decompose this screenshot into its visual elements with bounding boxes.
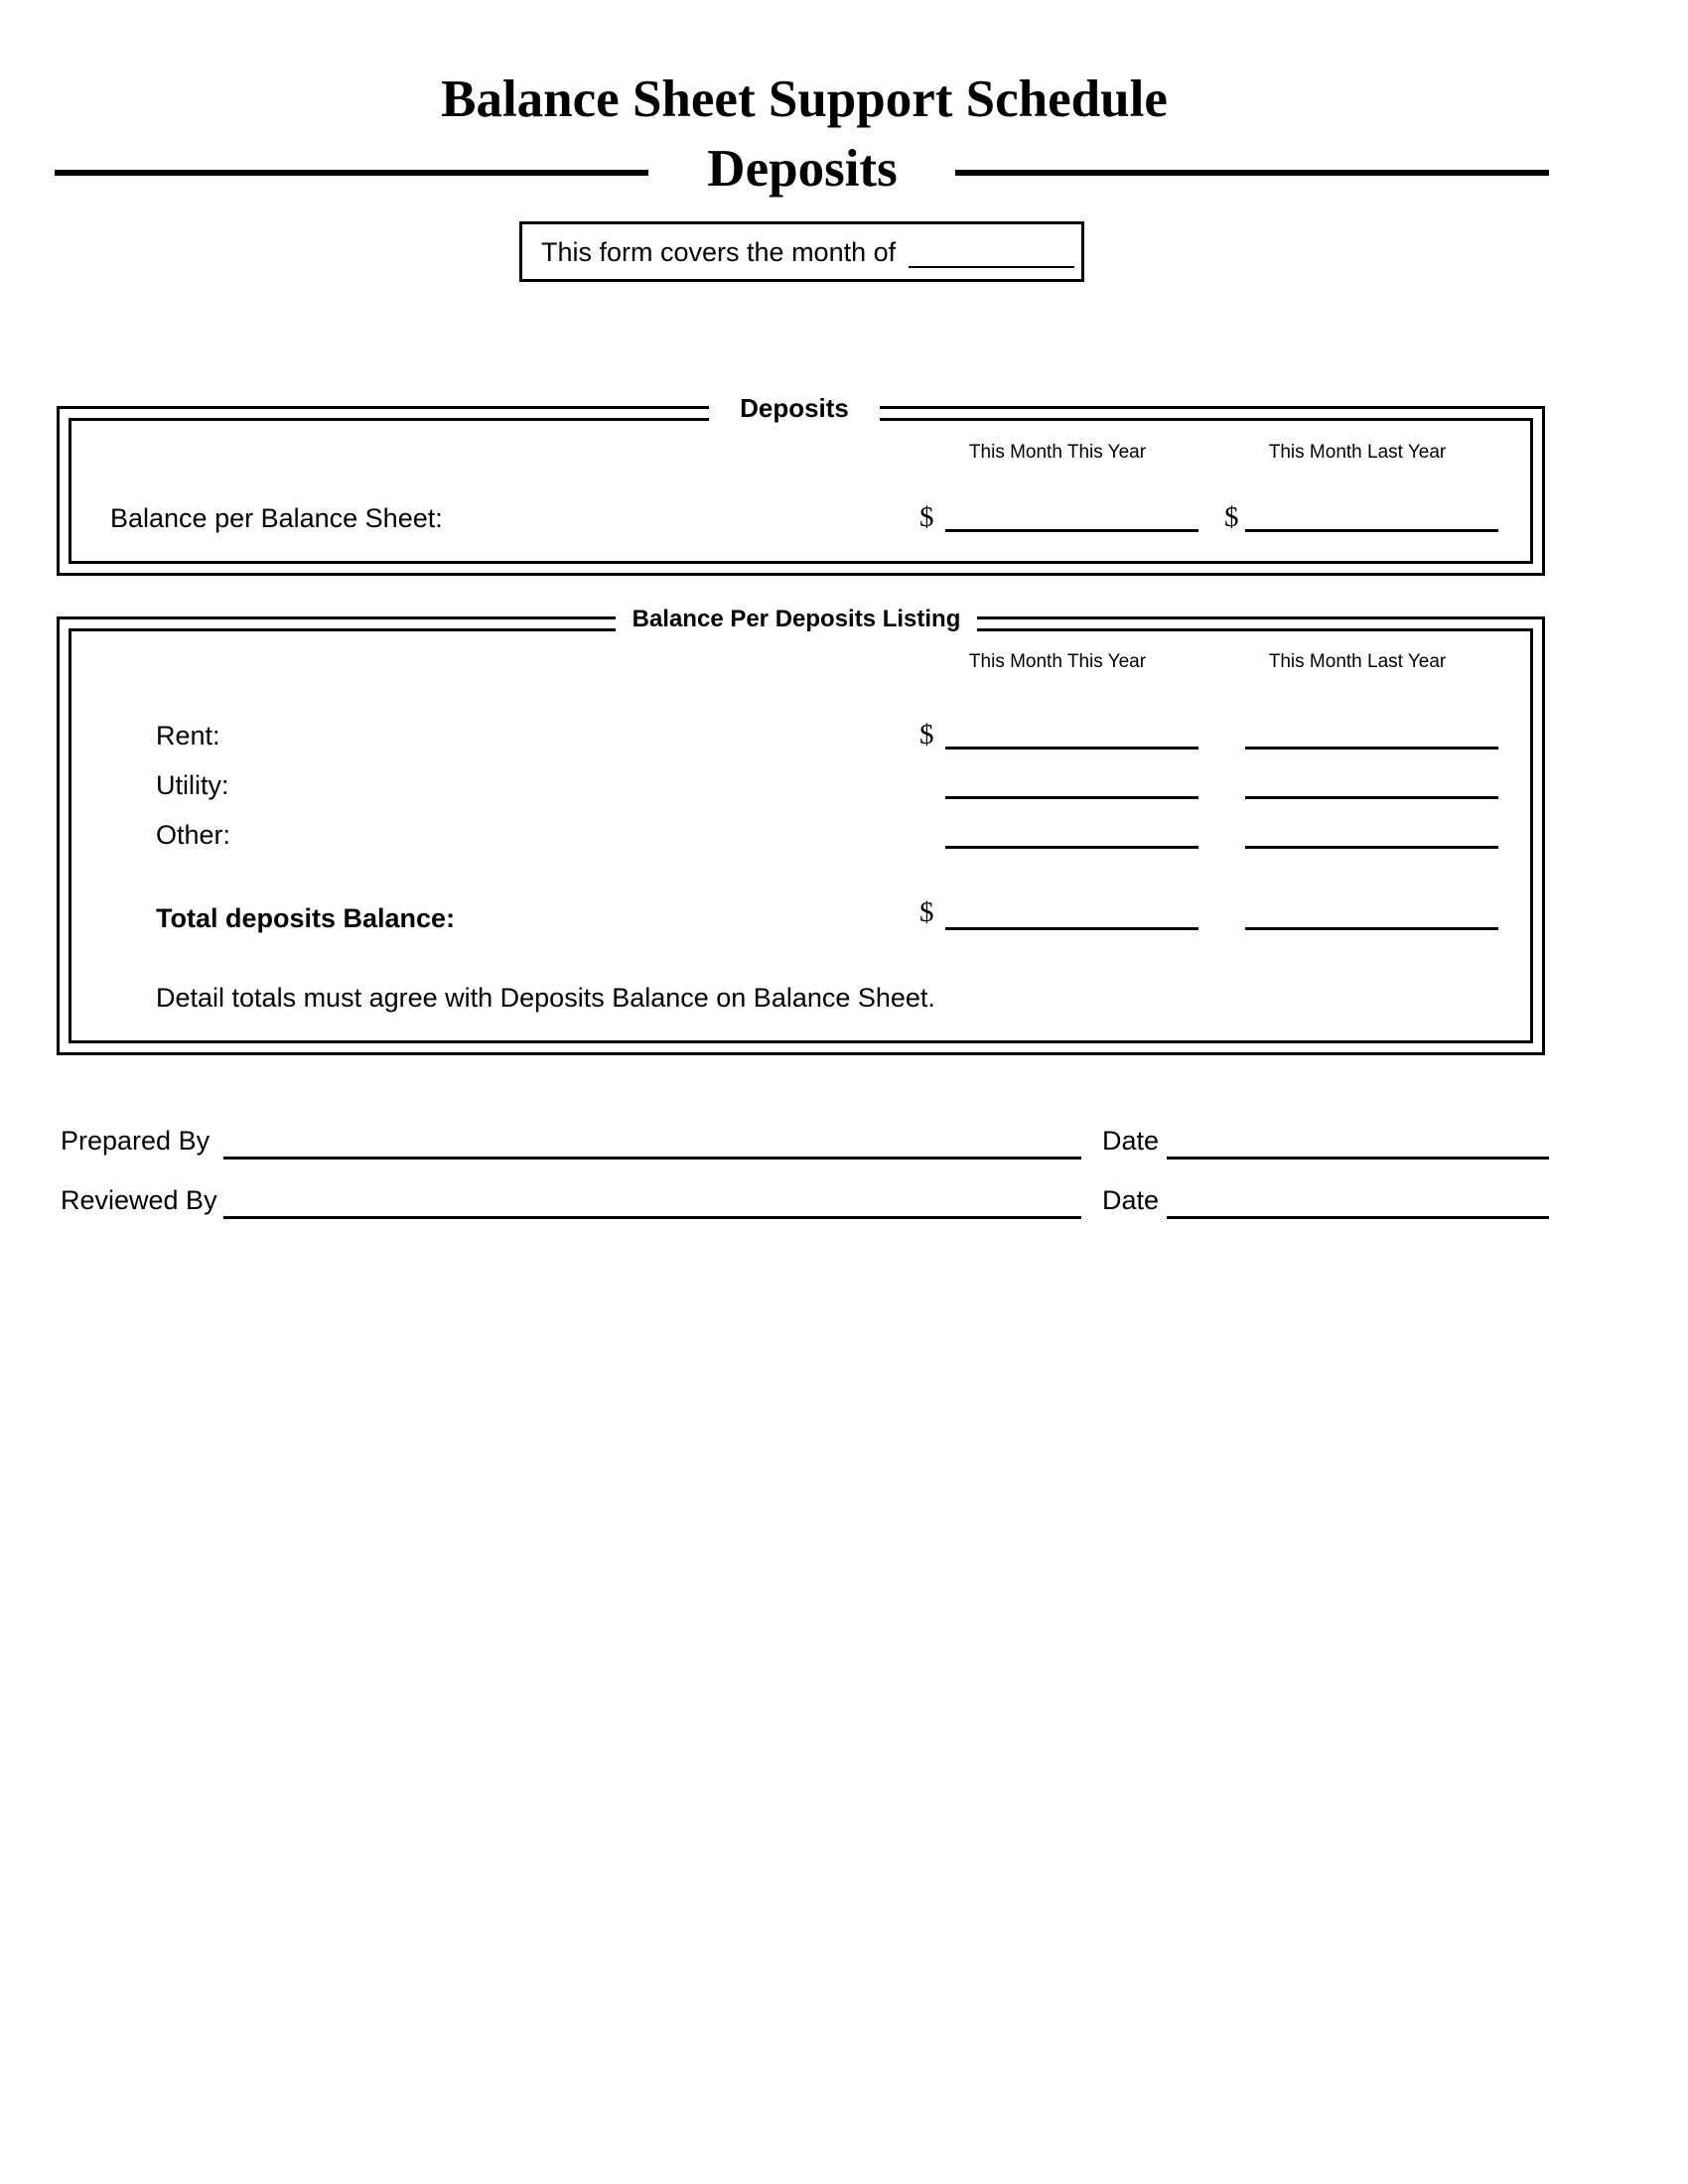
utility-label: Utility:	[156, 770, 229, 800]
listing-col-this-year: This Month This Year	[968, 651, 1147, 672]
total-this-year-field[interactable]	[945, 927, 1198, 930]
deposits-legend: Deposits	[709, 393, 880, 427]
deposits-frame-inner	[69, 418, 1533, 564]
rent-last-year-field[interactable]	[1245, 747, 1498, 750]
prepared-by-label: Prepared By	[61, 1126, 211, 1156]
detail-note: Detail totals must agree with Deposits Balance on Balance Sheet.	[156, 983, 935, 1013]
listing-frame-inner	[69, 628, 1533, 1043]
balance-this-year-field[interactable]	[945, 529, 1198, 532]
listing-legend: Balance Per Deposits Listing	[616, 606, 977, 639]
reviewed-date-label: Date	[1102, 1185, 1160, 1215]
rent-label: Rent:	[156, 721, 220, 751]
total-last-year-field[interactable]	[1245, 927, 1498, 930]
balance-last-year-field[interactable]	[1245, 529, 1498, 532]
dollar-sign: $	[919, 501, 934, 533]
title-rule-right	[955, 170, 1549, 176]
utility-last-year-field[interactable]	[1245, 796, 1498, 799]
total-deposits-label: Total deposits Balance:	[156, 903, 456, 933]
listing-col-last-year: This Month Last Year	[1268, 651, 1447, 672]
balance-per-balance-sheet-label: Balance per Balance Sheet:	[110, 503, 443, 533]
other-last-year-field[interactable]	[1245, 846, 1498, 849]
reviewed-by-label: Reviewed By	[61, 1185, 217, 1215]
reviewed-date-field[interactable]	[1167, 1216, 1549, 1219]
reviewed-by-field[interactable]	[223, 1216, 1081, 1219]
dollar-sign: $	[919, 896, 934, 928]
dollar-sign: $	[1224, 501, 1239, 533]
month-field[interactable]	[909, 266, 1074, 268]
month-label: This form covers the month of	[541, 237, 897, 267]
deposits-col-this-year: This Month This Year	[968, 442, 1147, 463]
rent-this-year-field[interactable]	[945, 747, 1198, 750]
other-label: Other:	[156, 820, 231, 850]
dollar-sign: $	[919, 719, 934, 751]
utility-this-year-field[interactable]	[945, 796, 1198, 799]
page-subtitle: Deposits	[707, 140, 898, 198]
other-this-year-field[interactable]	[945, 846, 1198, 849]
month-box	[519, 221, 1084, 282]
prepared-date-label: Date	[1102, 1126, 1160, 1156]
page-title: Balance Sheet Support Schedule	[441, 70, 1168, 128]
prepared-date-field[interactable]	[1167, 1157, 1549, 1160]
title-rule-left	[55, 170, 648, 176]
deposits-col-last-year: This Month Last Year	[1268, 442, 1447, 463]
prepared-by-field[interactable]	[223, 1157, 1081, 1160]
